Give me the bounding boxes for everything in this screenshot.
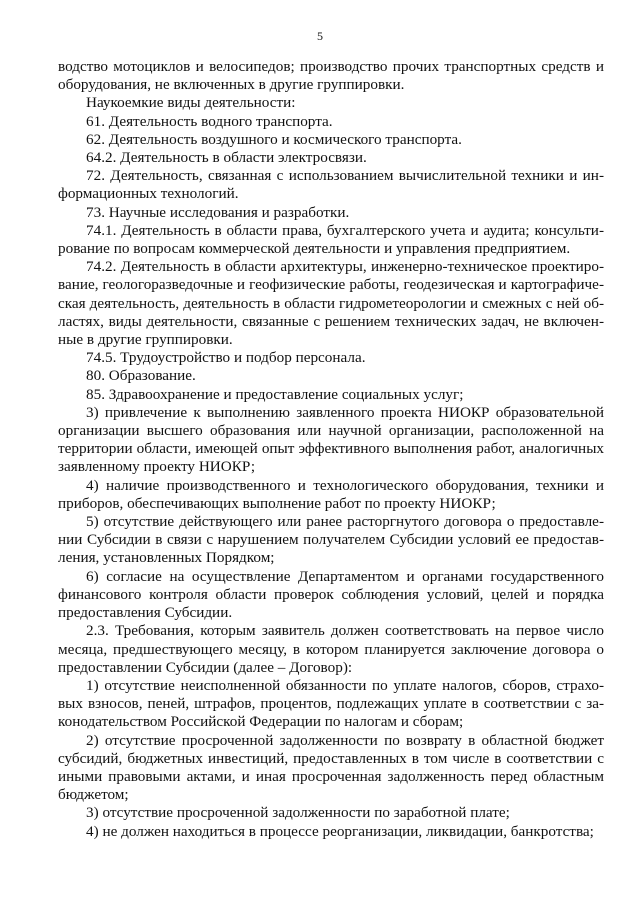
paragraph-item-85: 85. Здравоохранение и предоставление социальных услуг; — [86, 385, 464, 403]
paragraph-item-61: 61. Деятельность водного транспорта. — [86, 112, 333, 130]
document-body — [58, 58, 604, 841]
paragraph-item-74-2: 74.2. Деятельность в области архитектуры, инженерно-техническое проектирование, геологоразведочные и геофизические работы, геодезическая и картографическая деятельность, деятельность в области гидрометеорологии и смежных с ней областях, виды деятельности, связанные с решением технических задач, не включенные в другие группировки. — [58, 258, 604, 349]
paragraph-condition-5: 5) отсутствие действующего или ранее расторгнутого договора о предоставлении Субсидии в связи с нарушением получателем Субсидии условий ее предоставления, установленных Порядком; — [58, 513, 604, 567]
paragraph-condition-6: 6) согласие на осуществление Департаментом и органами государственного финансового контроля области проверок соблюдения условий, целей и порядка предоставления Субсидии. — [58, 567, 604, 622]
paragraph-requirement-2: 2) отсутствие просроченной задолженности по возврату в областной бюджет субсидий, бюджетных инвестиций, предоставленных в том числе в соответствии с иными правовыми актами, и иная просроченная задолженность перед областным бюджетом; — [58, 731, 604, 804]
paragraph-requirement-1: 1) отсутствие неисполненной обязанности по уплате налогов, сборов, страховых взносов, пеней, штрафов, процентов, подлежащих уплате в соответствии с законодательством Российской Федерации по налогам и сборам; — [58, 676, 604, 731]
paragraph-requirement-4: 4) не должен находиться в процессе реорганизации, ликвидации, банкротства; — [86, 822, 594, 840]
paragraph-item-80: 80. Образование. — [86, 367, 196, 385]
paragraph-requirement-3: 3) отсутствие просроченной задолженности по заработной плате; — [86, 804, 510, 822]
paragraph-item-74-5: 74.5. Трудоустройство и подбор персонала. — [86, 349, 366, 367]
paragraph-section-2-3: 2.3. Требования, которым заявитель должен соответствовать на первое число месяца, предшествующего месяцу, в котором планируется заключение договора о предоставлении Субсидии (далее – Договор): — [58, 622, 604, 676]
paragraph-item-74-1: 74.1. Деятельность в области права, бухгалтерского учета и аудита; консультирование по вопросам коммерческой деятельности и управления предприятием. — [58, 221, 604, 258]
paragraph-science-heading: Наукоемкие виды деятельности: — [86, 94, 296, 112]
paragraph-item-72: 72. Деятельность, связанная с использованием вычислительной техники и информационных технологий. — [58, 167, 604, 203]
paragraph-item-73: 73. Научные исследования и разработки. — [86, 203, 350, 221]
paragraph-continued: водство мотоциклов и велосипедов; производство прочих транспортных средств и оборудования, не включенных в другие группировки. — [58, 58, 604, 94]
page-number: 5 — [317, 29, 323, 43]
paragraph-item-64-2: 64.2. Деятельность в области электросвязи. — [86, 149, 367, 167]
paragraph-item-62: 62. Деятельность воздушного и космического транспорта. — [86, 130, 462, 148]
paragraph-condition-4: 4) наличие производственного и технологического оборудования, техники и приборов, обеспечивающих выполнение работ по проекту НИОКР; — [58, 476, 604, 512]
paragraph-condition-3: 3) привлечение к выполнению заявленного проекта НИОКР образовательной организации высшего образования или научной организации, расположенной на территории области, имеющей опыт эффективного выполнения работ, аналогичных заявленному проекту НИОКР; — [58, 403, 604, 476]
